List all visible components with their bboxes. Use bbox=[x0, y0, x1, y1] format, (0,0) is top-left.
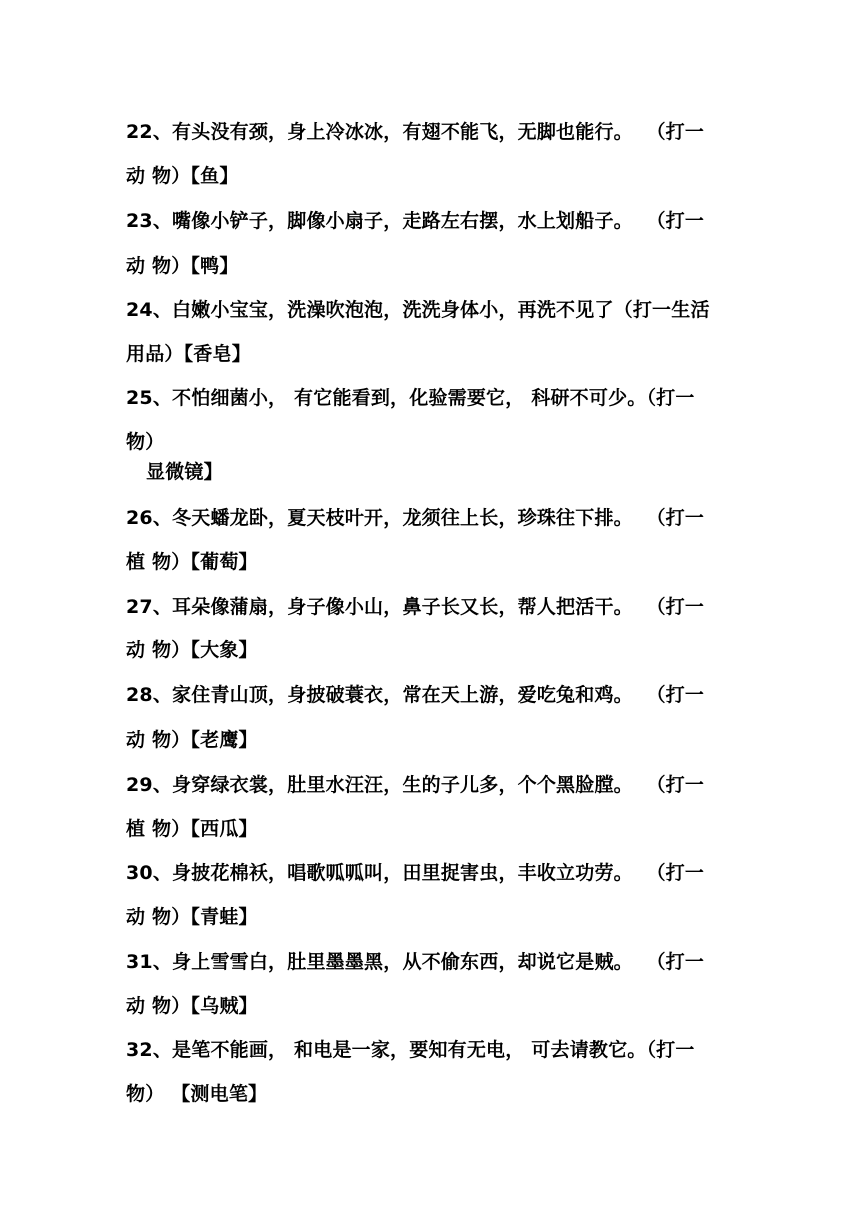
riddle-25-question: 25、不怕细菌小， 有它能看到，化验需要它， 科研不可少。（打一 bbox=[126, 387, 695, 409]
riddle-26-answer: 植 物）【葡萄】 bbox=[126, 551, 258, 573]
riddle-28-question: 28、家住青山顶，身披破蓑衣，常在天上游，爱吃兔和鸡。 （打一 bbox=[126, 684, 705, 706]
riddle-22-question: 22、有头没有颈，身上冷冰冰，有翅不能飞，无脚也能行。 （打一 bbox=[126, 121, 705, 143]
riddle-31-question: 31、身上雪雪白，肚里墨墨黑，从不偷东西，却说它是贼。 （打一 bbox=[126, 951, 705, 973]
riddle-23-answer: 动 物）【鸭】 bbox=[126, 255, 239, 277]
riddle-27-answer: 动 物）【大象】 bbox=[126, 639, 258, 661]
riddle-26-question: 26、冬天蟠龙卧，夏天枝叶开，龙须往上长，珍珠往下排。 （打一 bbox=[126, 507, 705, 529]
riddle-27-question: 27、耳朵像蒲扇，身子像小山，鼻子长又长，帮人把活干。 （打一 bbox=[126, 596, 705, 618]
riddle-29-answer: 植 物）【西瓜】 bbox=[126, 818, 258, 840]
riddle-25-answer: 显微镜】 bbox=[146, 461, 223, 483]
riddle-29-question: 29、身穿绿衣裳，肚里水汪汪，生的子儿多，个个黑脸膛。 （打一 bbox=[126, 774, 705, 796]
riddle-32-question: 32、是笔不能画， 和电是一家，要知有无电， 可去请教它。（打一 bbox=[126, 1039, 695, 1061]
riddle-30-answer: 动 物）【青蛙】 bbox=[126, 906, 258, 928]
riddle-28-answer: 动 物）【老鹰】 bbox=[126, 729, 258, 751]
riddle-30-question: 30、身披花棉袄，唱歌呱呱叫，田里捉害虫，丰收立功劳。 （打一 bbox=[126, 862, 705, 884]
riddle-24-answer: 用品）【香皂】 bbox=[126, 343, 251, 365]
riddle-22-answer: 动 物）【鱼】 bbox=[126, 165, 239, 187]
riddle-24-question: 24、白嫩小宝宝，洗澡吹泡泡，洗洗身体小，再洗不见了（打一生活 bbox=[126, 299, 710, 321]
riddle-32-answer: 物） 【测电笔】 bbox=[126, 1083, 268, 1105]
riddle-23-question: 23、嘴像小铲子，脚像小扇子，走路左右摆，水上划船子。 （打一 bbox=[126, 210, 705, 232]
riddle-25-category: 物） bbox=[126, 431, 165, 453]
riddle-31-answer: 动 物）【乌贼】 bbox=[126, 995, 258, 1017]
